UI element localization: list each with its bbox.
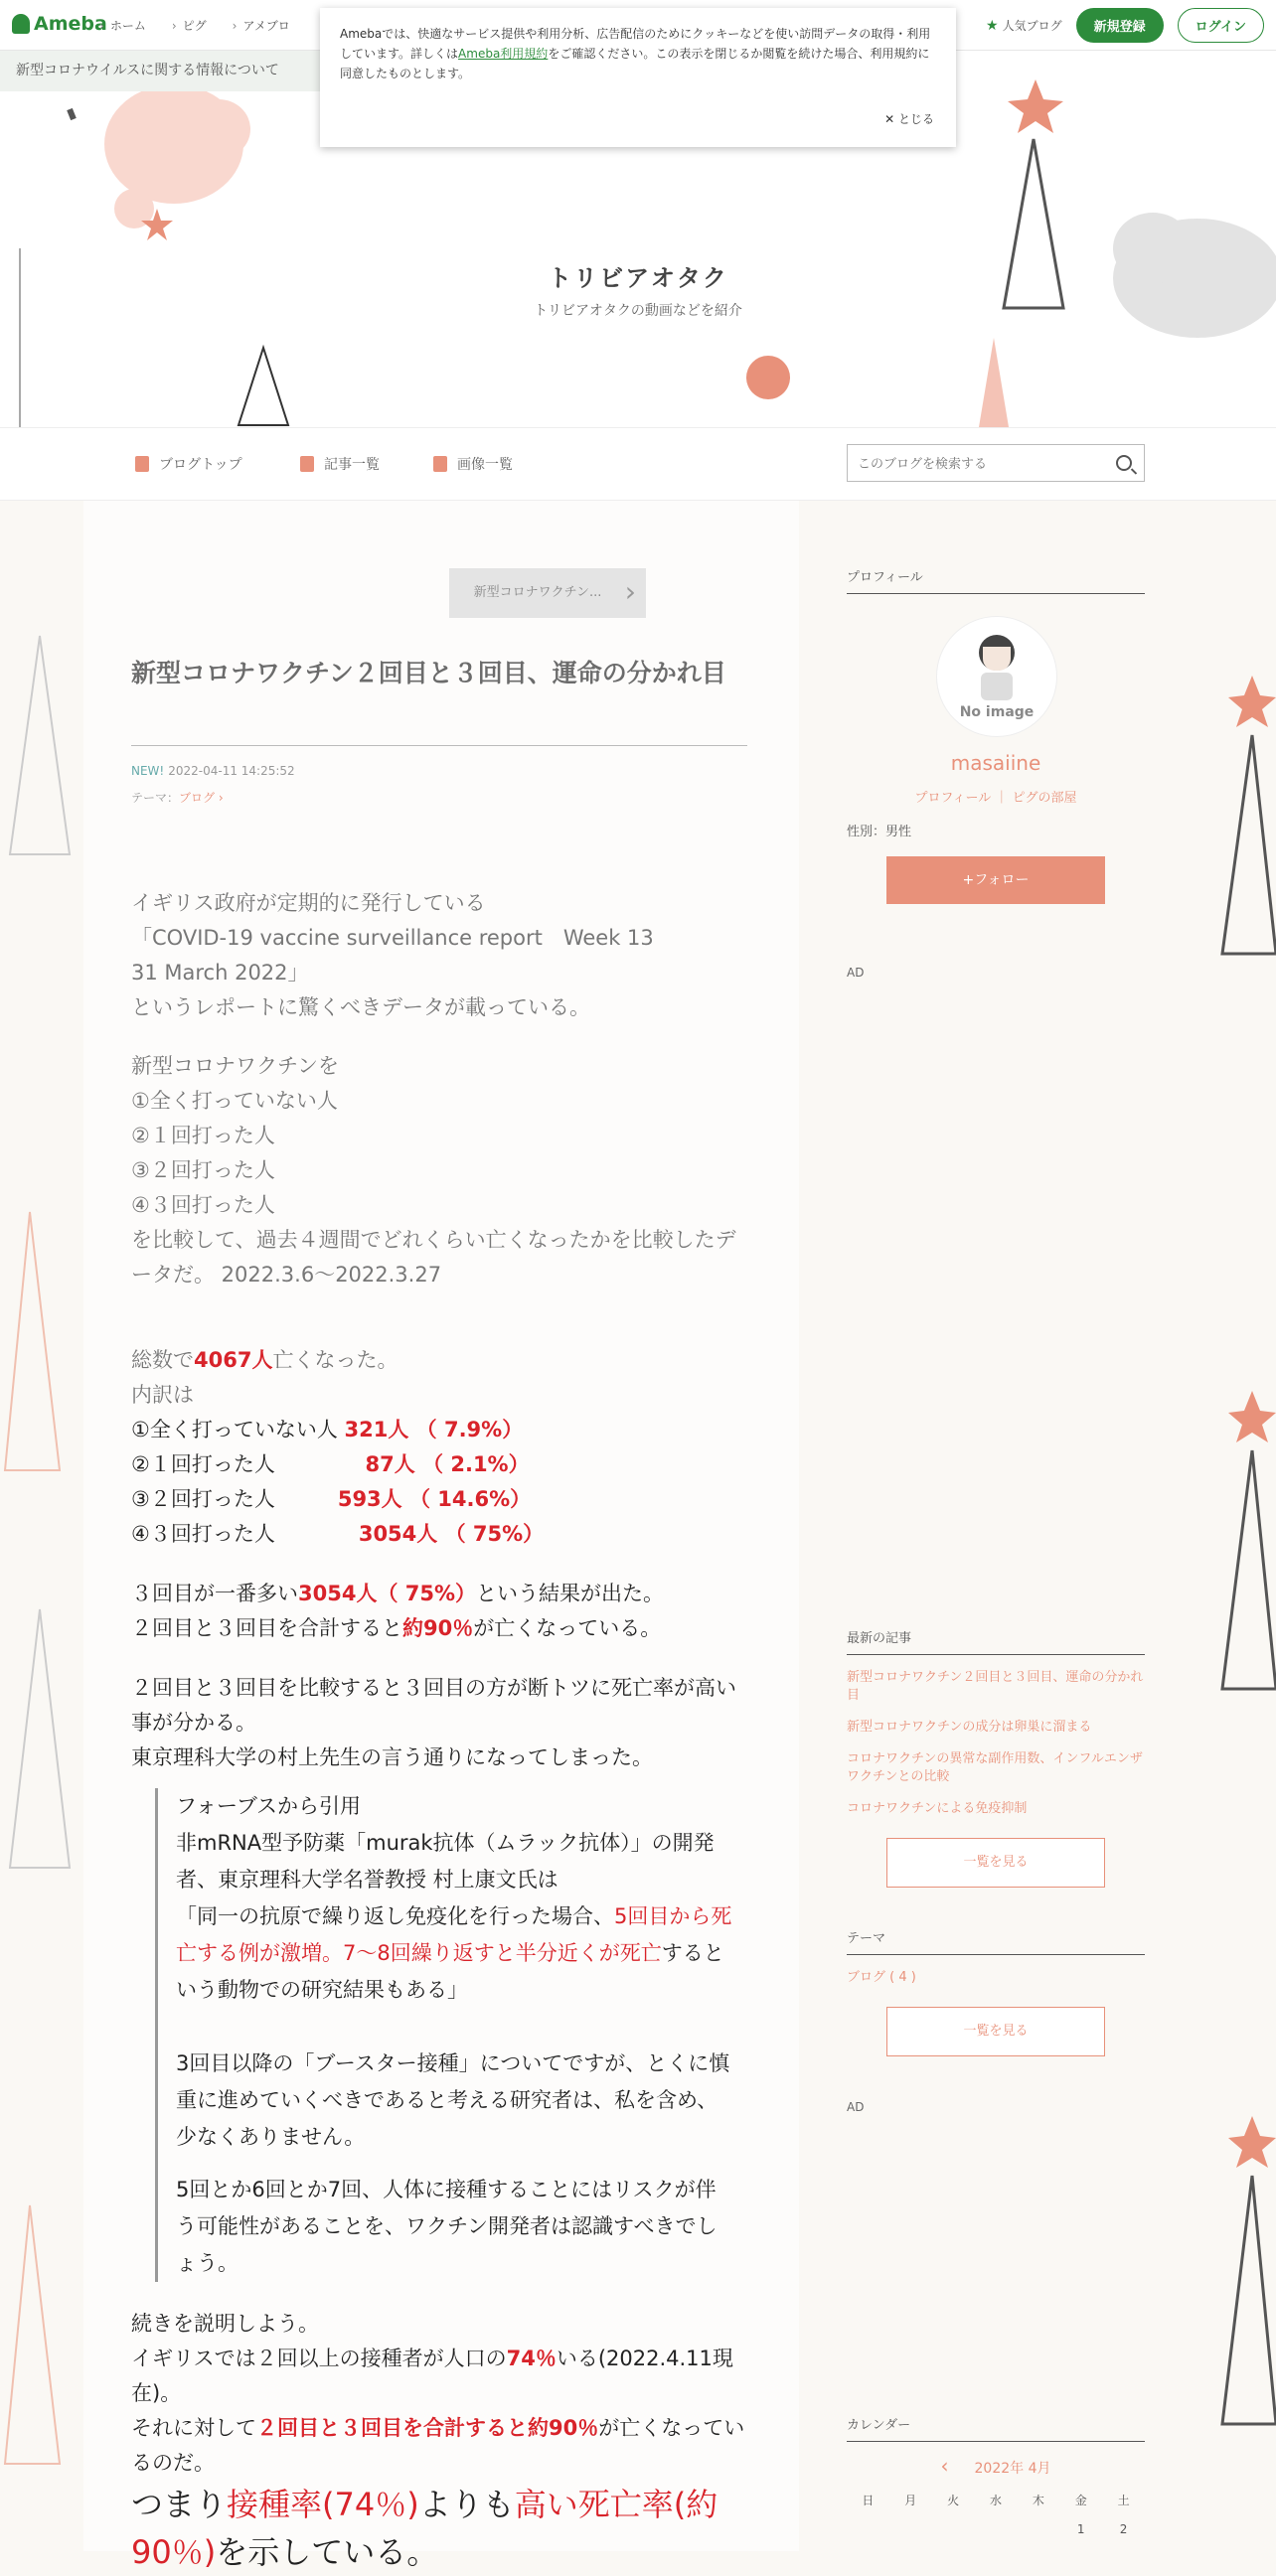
text: 総数で [131, 1348, 194, 1372]
weekday: 木 [1032, 2494, 1044, 2507]
spacer [176, 2156, 732, 2172]
weekday: 月 [904, 2494, 917, 2507]
weekday: 火 [947, 2494, 960, 2507]
nav-article-list[interactable] [300, 454, 380, 474]
recent-more-button[interactable]: 一覧を見る [886, 1838, 1105, 1888]
highlight: 74％ [506, 2347, 557, 2370]
recent-item[interactable]: コロナワクチンの異常な副作用数、インフルエンザワクチンとの比較 [847, 1751, 1143, 1784]
cookie-text-2: をご確認ください。この表示を閉じるか閲覧を続けた場合、利用規約に同意したものとします。 [340, 47, 930, 80]
calendar-day [932, 2522, 975, 2536]
title-divider [131, 745, 747, 746]
text: を示している。 [216, 2533, 439, 2571]
text-line: 31 March 2022」 [131, 961, 309, 985]
breakdown-label: 内訳は [131, 1383, 194, 1407]
profile-heading: プロフィール [847, 566, 1145, 594]
text: が亡くなっている。 [473, 1616, 662, 1640]
calendar-day[interactable]: 1 [1076, 2522, 1085, 2536]
text: ２回目と３回目を合計すると [131, 1616, 402, 1640]
text: イギリスでは２回以上の接種者が人口の [131, 2347, 507, 2370]
avatar[interactable] [936, 616, 1057, 737]
global-nav [99, 17, 290, 34]
text: が亡くなっているのだ。 [131, 2416, 745, 2475]
weekday: 土 [1117, 2494, 1130, 2507]
death-stats [131, 1343, 747, 1552]
signup-button[interactable]: 新規登録 [1076, 8, 1164, 43]
stat-row [131, 1517, 747, 1552]
date-text: 2022-04-11 14:25:52 [168, 764, 295, 778]
article-theme [131, 789, 224, 806]
quote-line [176, 1898, 732, 2009]
text-line: ①全く打っていない人 [131, 1089, 338, 1113]
follow-button[interactable]: +フォロー [886, 856, 1105, 904]
calendar-day[interactable]: 2 [1119, 2522, 1128, 2536]
text-line [131, 1577, 747, 1611]
text-line: 続きを説明しよう。 [131, 2312, 319, 2336]
popular-blog-link[interactable] [986, 17, 1062, 34]
theme-heading: テーマ [847, 1927, 1145, 1955]
nav-ameblo[interactable]: › アメブロ [233, 17, 290, 34]
text-line: というレポートに驚くべきデータが載っている。 [131, 995, 590, 1019]
cookie-notice [320, 8, 956, 147]
right-decoration [1193, 656, 1276, 2543]
logo-text: Ameba [34, 13, 107, 35]
blog-search [847, 444, 1145, 482]
month-label: 2022年 4月 [974, 2461, 1051, 2477]
cookie-close-button[interactable]: ✕ とじる [884, 112, 934, 126]
text: するという動物での研究結果もある」 [176, 1941, 724, 2002]
avatar-body [981, 673, 1013, 700]
blog-title[interactable]: トリビアオタク [548, 264, 728, 292]
nav-article-list-label: 記事一覧 [324, 457, 380, 473]
profile-links[interactable]: プロフィール ｜ ピグの部屋 [914, 791, 1077, 806]
weekday: 金 [1074, 2494, 1087, 2507]
text: いる(2022.4.11現在)。 [131, 2347, 733, 2405]
popular-label: 人気ブログ [1002, 19, 1062, 33]
nav-pigg[interactable]: › ピグ [172, 17, 207, 34]
profile-gender: 性別：男性 [847, 825, 912, 839]
calendar-day [847, 2522, 889, 2536]
recent-heading: 最新の記事 [847, 1627, 1145, 1655]
stat-label: ④３回打った人 [131, 1522, 359, 1546]
avatar-face [983, 647, 1011, 671]
theme-item[interactable]: ブログ ( 4 ) [847, 1970, 916, 1985]
recent-item[interactable]: 新型コロナワクチン２回目と３回目、運命の分かれ目 [847, 1670, 1144, 1703]
recent-list [847, 1669, 1145, 1818]
ad-label: AD [847, 966, 865, 980]
stat-value: 87人 （ 2.1%） [365, 1452, 530, 1476]
prev-article-button[interactable]: 新型コロナワクチン... › [449, 568, 646, 618]
weekday: 日 [862, 2494, 875, 2507]
theme-more-button[interactable]: 一覧を見る [886, 2007, 1105, 2056]
text: という結果が出た。 [476, 1582, 665, 1605]
calendar-day [889, 2522, 932, 2536]
paragraph-5 [131, 2307, 747, 2576]
paragraph-2 [131, 1049, 747, 1292]
search-icon[interactable] [1116, 455, 1132, 471]
text-line: ④３回打った人 [131, 1193, 275, 1217]
blog-nav [0, 427, 1276, 501]
highlight: 3054人（ 75%） [298, 1582, 477, 1605]
total-line [131, 1343, 747, 1378]
document-icon [135, 456, 149, 472]
calendar-heading: カレンダー [847, 2414, 1145, 2442]
text-line: ②１回打った人 [131, 1124, 275, 1147]
covid-info-link[interactable]: 新型コロナウイルスに関する情報について [0, 50, 338, 91]
stat-row [131, 1413, 747, 1447]
paragraph-1 [131, 886, 747, 1025]
calendar-month [847, 2454, 1145, 2478]
quote-line: 非mRNA型予防薬「murak抗体（ムラック抗体）」の開発者、東京理科大学名誉教授 村上康文氏は [176, 1831, 715, 1892]
text-line: 「COVID-19 vaccine surveillance report Week 13 [131, 926, 654, 950]
blog-description: トリビアオタクの動画などを紹介 [534, 303, 742, 319]
profile-widget [847, 566, 1145, 904]
stat-row [131, 1482, 747, 1517]
spacer [176, 2009, 732, 2046]
text: よりも [418, 2486, 515, 2523]
highlight: ２回目と３回目を合計すると約90％ [256, 2416, 599, 2440]
camera-icon [433, 456, 447, 472]
nav-image-list[interactable] [433, 454, 513, 474]
text-line [131, 1611, 747, 1646]
blockquote [155, 1788, 732, 2282]
weekday: 水 [990, 2494, 1003, 2507]
theme-label: テーマ： [131, 791, 180, 805]
cookie-text-1: Amebaでは、快適なサービス提供や利用分析、広告配信のためにクッキーなどを使い訪問データの取得・利用しています。詳しくは [340, 27, 931, 61]
highlight: 高い死亡率(約90％) [131, 2486, 718, 2571]
chevron-left-icon[interactable]: ‹ [940, 2454, 949, 2478]
theme-widget [847, 1927, 1145, 2056]
calendar-weekdays [847, 2492, 1145, 2508]
text: 亡くなった。 [272, 1348, 399, 1372]
paragraph-4 [131, 1671, 747, 1775]
text-line: を比較して、過去４週間でどれくらい亡くなったかを比較したデータだ。 2022.3.6～2022.3.27 [131, 1228, 736, 1287]
text-line: イギリス政府が定期的に発行している [131, 891, 486, 915]
frog-logo-icon [12, 14, 30, 34]
quote-source: フォーブスから引用 [176, 1794, 362, 1818]
no-image-label: No image [959, 704, 1035, 720]
blog-search-input[interactable] [848, 445, 1098, 483]
header-actions [986, 8, 1264, 43]
text: ３回目が一番多い [131, 1582, 298, 1605]
text: それに対して [131, 2416, 256, 2440]
stat-value: 3054人 （ 75%） [358, 1522, 545, 1546]
stat-value: 593人 （ 14.6%） [337, 1487, 532, 1511]
theme-link[interactable]: ブログ [179, 791, 216, 805]
calendar-widget [847, 2414, 1145, 2536]
text: つまり [131, 2486, 228, 2523]
profile-name[interactable]: masaiine [950, 751, 1041, 775]
highlight: 5回目から死亡する例が激増。7～8回繰り返すと半分近くが死亡 [176, 1904, 732, 1965]
quote-line: 3回目以降の「ブースター接種」についてですが、とくに慎重に進めていくべきであると考える研究者は、私を含め、少なくありません。 [176, 2051, 730, 2149]
stat-label: ③２回打った人 [131, 1487, 338, 1511]
crown-icon: ★ [986, 17, 999, 34]
stat-row [131, 1447, 747, 1482]
text-line: ③２回打った人 [131, 1158, 275, 1182]
chevron-right-icon: › [215, 791, 224, 805]
article-date [131, 764, 295, 778]
login-button[interactable]: ログイン [1178, 8, 1264, 43]
stat-label: ①全く打っていない人 [131, 1418, 345, 1441]
text-line [131, 2411, 747, 2481]
terms-link[interactable]: Ameba利用規約 [458, 47, 549, 61]
text-line: 新型コロナワクチンを [131, 1054, 339, 1078]
text-line: ２回目と３回目を比較すると３回目の方が断トツに死亡率が高い事が分かる。 [131, 1676, 736, 1735]
text-line: 東京理科大学の村上先生の言う通りになってしまった。 [131, 1745, 653, 1769]
highlight: 接種率(74％) [227, 2486, 419, 2523]
left-decoration [0, 616, 83, 2503]
nav-home[interactable]: › ホーム [99, 17, 146, 34]
nav-blog-top-label: ブログトップ [159, 457, 242, 473]
text: 「同一の抗原で繰り返し免疫化を行った場合、 [176, 1904, 614, 1928]
recent-item[interactable]: コロナワクチンによる免疫抑制 [847, 1801, 1028, 1816]
nav-image-list-label: 画像一覧 [457, 457, 513, 473]
new-badge: NEW! [131, 764, 165, 778]
calendar-day [975, 2522, 1018, 2536]
nav-blog-top[interactable] [135, 454, 242, 474]
paragraph-3 [131, 1577, 747, 1646]
total-deaths: 4067人 [194, 1348, 273, 1372]
recent-item[interactable]: 新型コロナワクチンの成分は卵巣に溜まる [847, 1720, 1092, 1735]
copy-icon [300, 456, 314, 472]
recent-articles-widget [847, 1627, 1145, 1888]
theme-list [847, 1969, 1145, 1987]
highlight: 約90％ [402, 1616, 474, 1640]
text-line [131, 2342, 747, 2411]
article-title[interactable]: 新型コロナワクチン２回目と３回目、運命の分かれ目 [131, 659, 726, 687]
ad-label: AD [847, 2100, 865, 2114]
calendar-day [1017, 2522, 1059, 2536]
stat-label: ②１回打った人 [131, 1452, 366, 1476]
ameba-logo[interactable] [12, 13, 107, 35]
conclusion-line [131, 2481, 747, 2576]
calendar-week [847, 2522, 1145, 2536]
quote-line: 5回とか6回とか7回、人体に接種することにはリスクが伴う可能性があることを、ワクチン開発者は認識すべきでしょう。 [176, 2178, 718, 2275]
stat-value: 321人 （ 7.9%） [344, 1418, 524, 1441]
